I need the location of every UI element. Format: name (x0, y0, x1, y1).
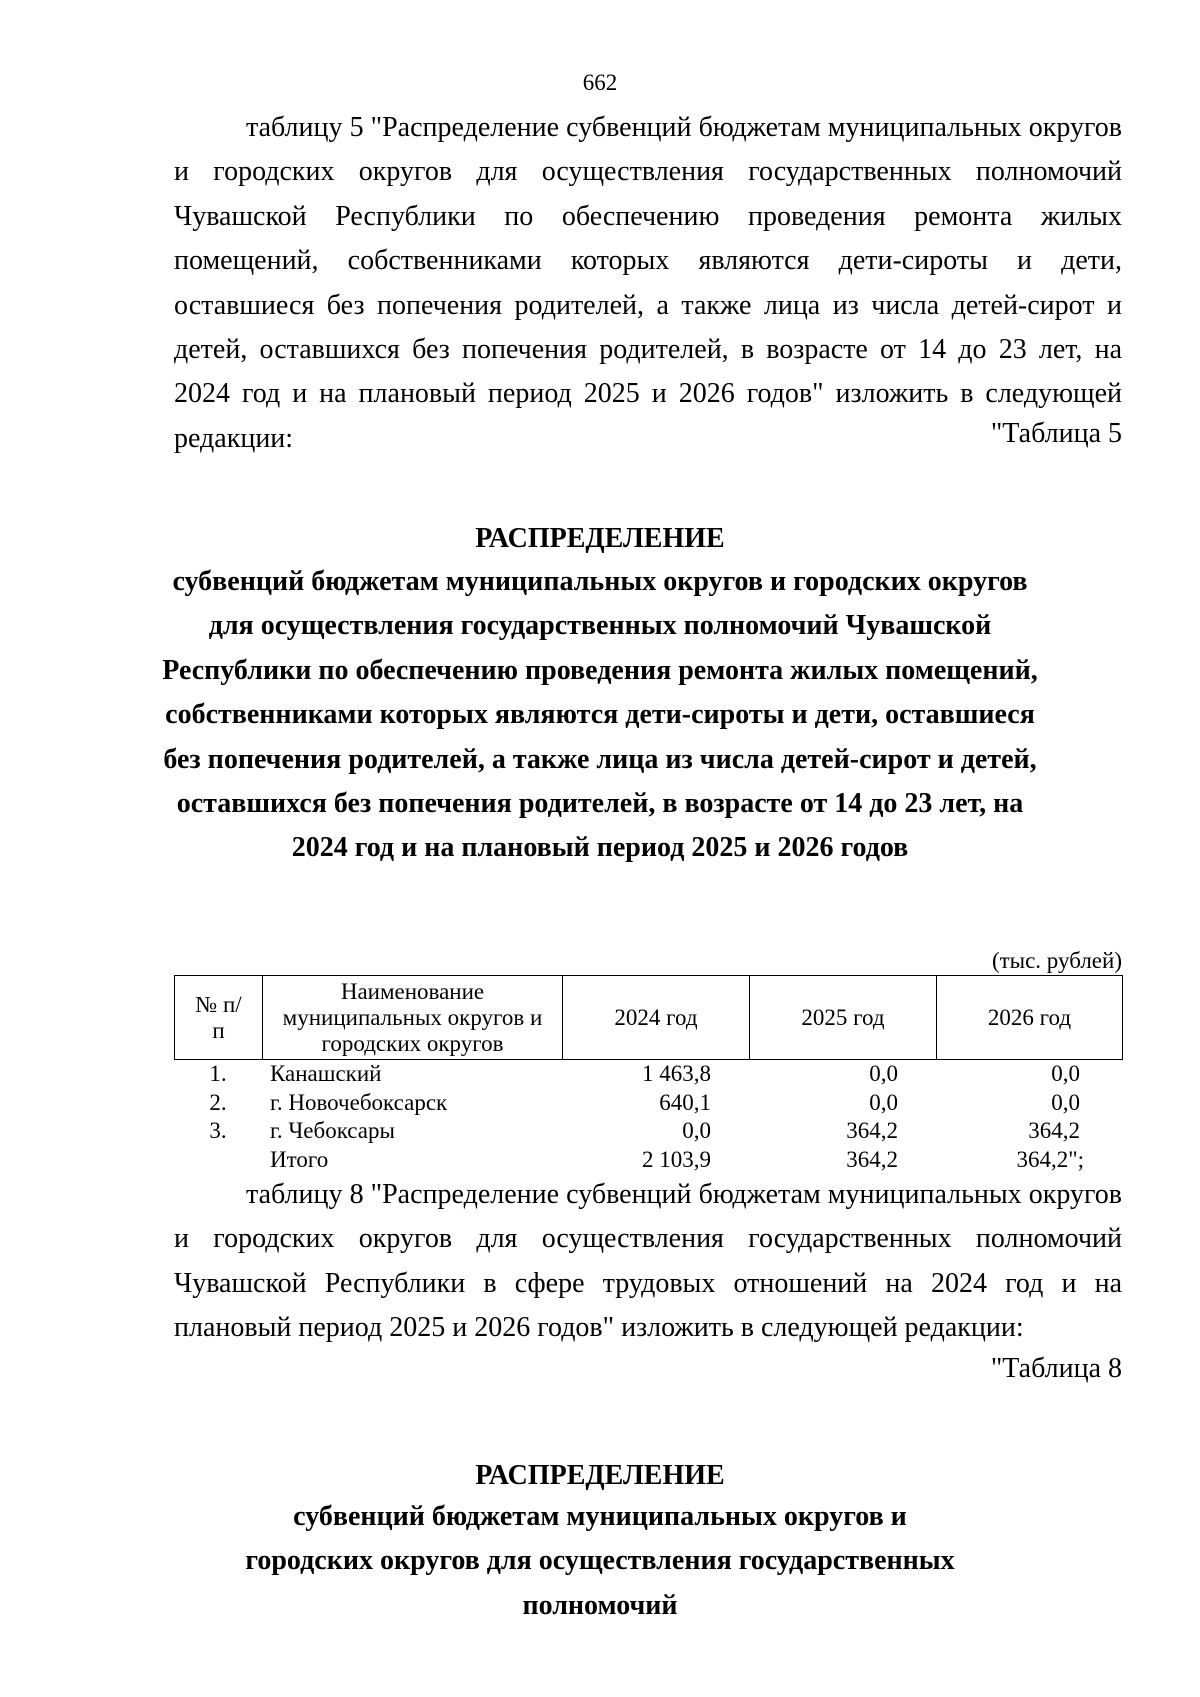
row-2025: 0,0 (869, 1089, 898, 1115)
header-2024: 2024 год (563, 976, 750, 1060)
row-name: Канашский (270, 1061, 382, 1086)
row-number: 1. (209, 1061, 227, 1086)
table8-title: РАСПРЕДЕЛЕНИЕ (475, 1460, 725, 1491)
table-total-row (174, 1146, 1122, 1175)
row-number: 3. (209, 1118, 227, 1143)
table-row (174, 1060, 1122, 1089)
table-row (174, 1089, 1122, 1118)
table5-header (174, 975, 1123, 1060)
row-2026: 364,2"; (1016, 1146, 1084, 1172)
row-2025: 364,2 (846, 1118, 898, 1143)
header-name: Наименование муниципальных округов и городских округов (263, 976, 563, 1060)
row-2024: 1 463,8 (642, 1061, 711, 1086)
row-2026: 364,2 (1028, 1118, 1080, 1143)
table-row (174, 1117, 1122, 1146)
row-name: г. Новочебоксарск (270, 1089, 448, 1115)
table5-label: "Таблица 5 (990, 418, 1122, 449)
row-2024: 2 103,9 (642, 1146, 711, 1172)
table8-subtitle: субвенций бюджетам муниципальных округов и городских округов для осуществления государственных полномочий (245, 1501, 955, 1621)
header-2025: 2025 год (750, 976, 937, 1060)
table8-label: "Таблица 8 (990, 1353, 1122, 1384)
row-name: Итого (270, 1146, 329, 1172)
page-number: 662 (582, 70, 618, 95)
intro-paragraph-table8: таблицу 8 "Распределение субвенций бюджетам муниципальных округов и городских округов для осуществления государственных полномочий Чувашской Республики в сфере трудовых отношений на 2024 год и на плановый период 2025 и 2026 годов" изложить в следующей редакции: (174, 1179, 1122, 1344)
row-2026: 0,0 (1051, 1089, 1080, 1115)
table5-body (174, 1060, 1122, 1174)
row-2026: 0,0 (1051, 1061, 1080, 1086)
table5-title: РАСПРЕДЕЛЕНИЕ (475, 523, 725, 554)
row-2024: 640,1 (659, 1089, 711, 1115)
row-number (174, 1146, 262, 1175)
header-2026: 2026 год (937, 976, 1123, 1060)
header-number: № п/п (175, 976, 263, 1060)
intro-paragraph-table5: таблицу 5 "Распределение субвенций бюджетам муниципальных округов и городских округов для осуществления государственных полномочий Чувашской Республики по обеспечению проведения ремонта жилых помещений, собственниками которых являются дети-сироты и дети, оставшиеся без попечения родителей, а также лица из числа детей-сирот и детей, оставшихся без попечения родителей, в возрасте от 14 до 23 лет, на 2024 год и на плановый период 2025 и 2026 годов" изложить в следующей редакции: (174, 112, 1122, 454)
row-2024: 0,0 (682, 1118, 711, 1143)
table5-subtitle: субвенций бюджетам муниципальных округов и городских округов для осуществления государственных полномочий Чувашской Республики по обеспечению проведения ремонта жилых помещений, собственниками которых являются дети-сироты и дети, оставшиеся без попечения родителей, а также лица из числа детей-сирот и детей, оставшихся без попечения родителей, в возрасте от 14 до 23 лет, на 2024 год и на плановый период 2025 и 2026 годов (162, 566, 1038, 864)
row-2025: 0,0 (869, 1061, 898, 1086)
row-number: 2. (209, 1089, 227, 1115)
table5-units: (тыс. рублей) (991, 948, 1122, 973)
row-name: г. Чебоксары (270, 1118, 395, 1143)
row-2025: 364,2 (846, 1146, 898, 1172)
